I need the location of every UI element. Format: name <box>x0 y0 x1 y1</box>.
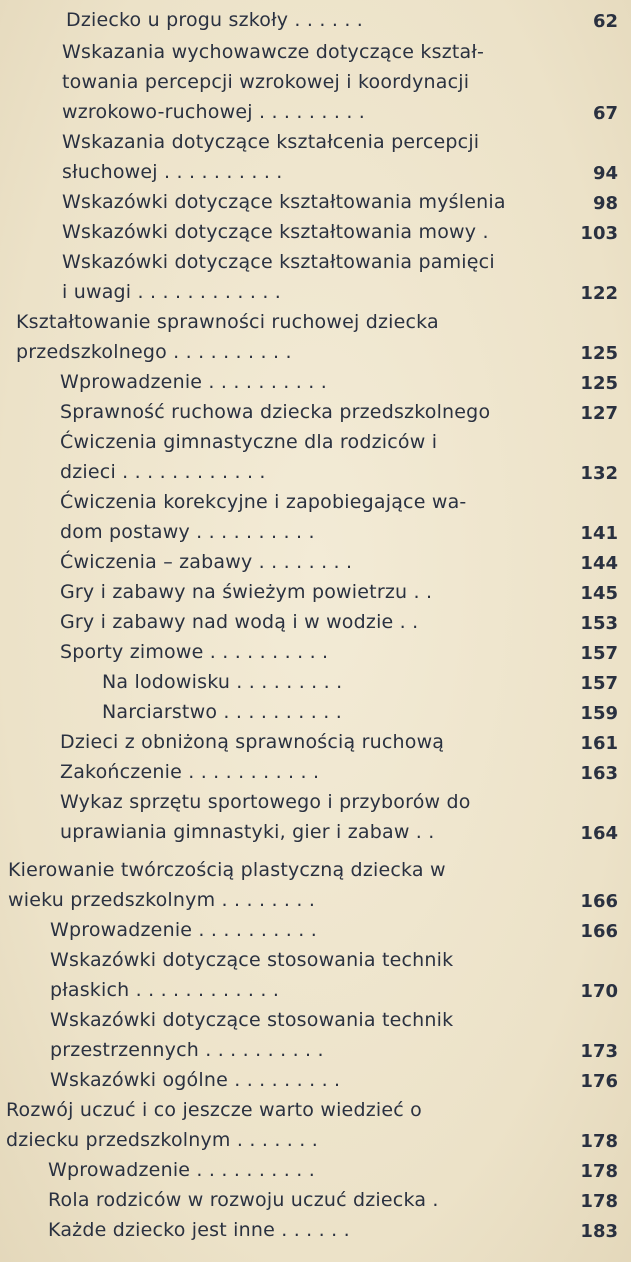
toc-page-number: 62 <box>592 11 618 32</box>
toc-page-number: 178 <box>580 1161 618 1182</box>
toc-entry-title-line: Dzieci z obniżoną sprawnością ruchową <box>60 731 445 753</box>
toc-page-number: 183 <box>580 1221 618 1242</box>
toc-page-number: 103 <box>580 223 618 244</box>
toc-entry-title-line: towania percepcji wzrokowej i koordynacji <box>62 71 470 93</box>
toc-entry-title-line: Ćwiczenia gimnastyczne dla rodziców i <box>60 431 438 453</box>
toc-entry-title-line: Wprowadzenie . . . . . . . . . . <box>50 919 317 941</box>
toc-page-number: 153 <box>580 613 618 634</box>
toc-entry-title-line: uprawiania gimnastyki, gier i zabaw . . <box>60 821 435 843</box>
toc-entry-title-line: Wskazówki ogólne . . . . . . . . . <box>50 1069 341 1091</box>
toc-entry-title-line: płaskich . . . . . . . . . . . . <box>50 979 280 1001</box>
toc-entry-title-line: Kierowanie twórczością plastyczną dziecka w <box>8 859 446 881</box>
toc-entry-title-line: i uwagi . . . . . . . . . . . . <box>62 281 282 303</box>
toc-entry-title-line: Narciarstwo . . . . . . . . . . <box>102 701 342 723</box>
toc-entry-title-line: przedszkolnego . . . . . . . . . . <box>16 341 292 363</box>
toc-page-number: 178 <box>580 1191 618 1212</box>
toc-entry-title-line: Na lodowisku . . . . . . . . . <box>102 671 343 693</box>
toc-page-number: 127 <box>580 403 618 424</box>
toc-entry-title-line: Każde dziecko jest inne . . . . . . <box>48 1219 350 1241</box>
toc-page-number: 170 <box>580 981 618 1002</box>
toc-page-number: 157 <box>580 673 618 694</box>
toc-page-number: 125 <box>580 373 618 394</box>
toc-page-number: 144 <box>580 553 618 574</box>
toc-page-number: 166 <box>580 921 618 942</box>
toc-entry-title-line: dziecku przedszkolnym . . . . . . . <box>6 1129 318 1151</box>
toc-entry-title-line: Wskazówki dotyczące stosowania technik <box>50 949 454 971</box>
toc-entry-title-line: Wprowadzenie . . . . . . . . . . <box>60 371 327 393</box>
toc-page-number: 159 <box>580 703 618 724</box>
toc-entry-title-line: dzieci . . . . . . . . . . . . <box>60 461 266 483</box>
toc-page-number: 94 <box>592 163 618 184</box>
toc-entry-title-line: Rola rodziców w rozwoju uczuć dziecka . <box>48 1189 439 1211</box>
toc-page-number: 166 <box>580 891 618 912</box>
toc-entry-title-line: Sporty zimowe . . . . . . . . . . <box>60 641 329 663</box>
toc-entry-title-line: Sprawność ruchowa dziecka przedszkolnego <box>60 401 491 423</box>
toc-entry-title-line: Zakończenie . . . . . . . . . . . <box>60 761 320 783</box>
toc-entry-title-line: Ćwiczenia korekcyjne i zapobiegające wa- <box>60 491 467 513</box>
toc-entry-title-line: Wskazówki dotyczące kształtowania pamięci <box>62 251 495 273</box>
toc-entry-title-line: Kształtowanie sprawności ruchowej dziecka <box>16 311 439 333</box>
toc-page-number: 67 <box>592 103 618 124</box>
toc-page-number: 122 <box>580 283 618 304</box>
toc-entry-title-line: Gry i zabawy nad wodą i w wodzie . . <box>60 611 419 633</box>
toc-entry-title-line: Wskazówki dotyczące stosowania technik <box>50 1009 454 1031</box>
toc-entry-title-line: Wprowadzenie . . . . . . . . . . <box>48 1159 315 1181</box>
toc-page-number: 141 <box>580 523 618 544</box>
toc-entry-title-line: Wskazówki dotyczące kształtowania myślenia <box>62 191 506 213</box>
toc-page-number: 132 <box>580 463 618 484</box>
toc-entry-title-line: Wskazówki dotyczące kształtowania mowy . <box>62 221 489 243</box>
toc-entry-title-line: dom postawy . . . . . . . . . . <box>60 521 315 543</box>
toc-entry-title-line: słuchowej . . . . . . . . . . <box>62 161 283 183</box>
toc-entry-title-line: Ćwiczenia – zabawy . . . . . . . . <box>60 551 353 573</box>
toc-entry-title-line: Rozwój uczuć i co jeszcze warto wiedzieć o <box>6 1099 422 1121</box>
toc-entry-title-line: wzrokowo-ruchowej . . . . . . . . . <box>62 101 366 123</box>
toc-page-number: 164 <box>580 823 618 844</box>
toc-entry-title-line: Wykaz sprzętu sportowego i przyborów do <box>60 791 471 813</box>
toc-page-number: 157 <box>580 643 618 664</box>
toc-page-number: 173 <box>580 1041 618 1062</box>
toc-entry-title-line: Wskazania wychowawcze dotyczące kształ- <box>62 41 485 63</box>
toc-page-number: 145 <box>580 583 618 604</box>
toc-page-number: 178 <box>580 1131 618 1152</box>
toc-page-number: 125 <box>580 343 618 364</box>
toc-entry-title-line: Dziecko u progu szkoły . . . . . . <box>66 9 364 31</box>
toc-page-number: 176 <box>580 1071 618 1092</box>
toc-page-number: 98 <box>592 193 618 214</box>
toc-page-number: 163 <box>580 763 618 784</box>
toc-entry-title-line: przestrzennych . . . . . . . . . . <box>50 1039 324 1061</box>
toc-page-number: 161 <box>580 733 618 754</box>
toc-entry-title-line: Wskazania dotyczące kształcenia percepcji <box>62 131 480 153</box>
toc-entry-title-line: wieku przedszkolnym . . . . . . . . <box>8 889 316 911</box>
toc-entry-title-line: Gry i zabawy na świeżym powietrzu . . <box>60 581 433 603</box>
